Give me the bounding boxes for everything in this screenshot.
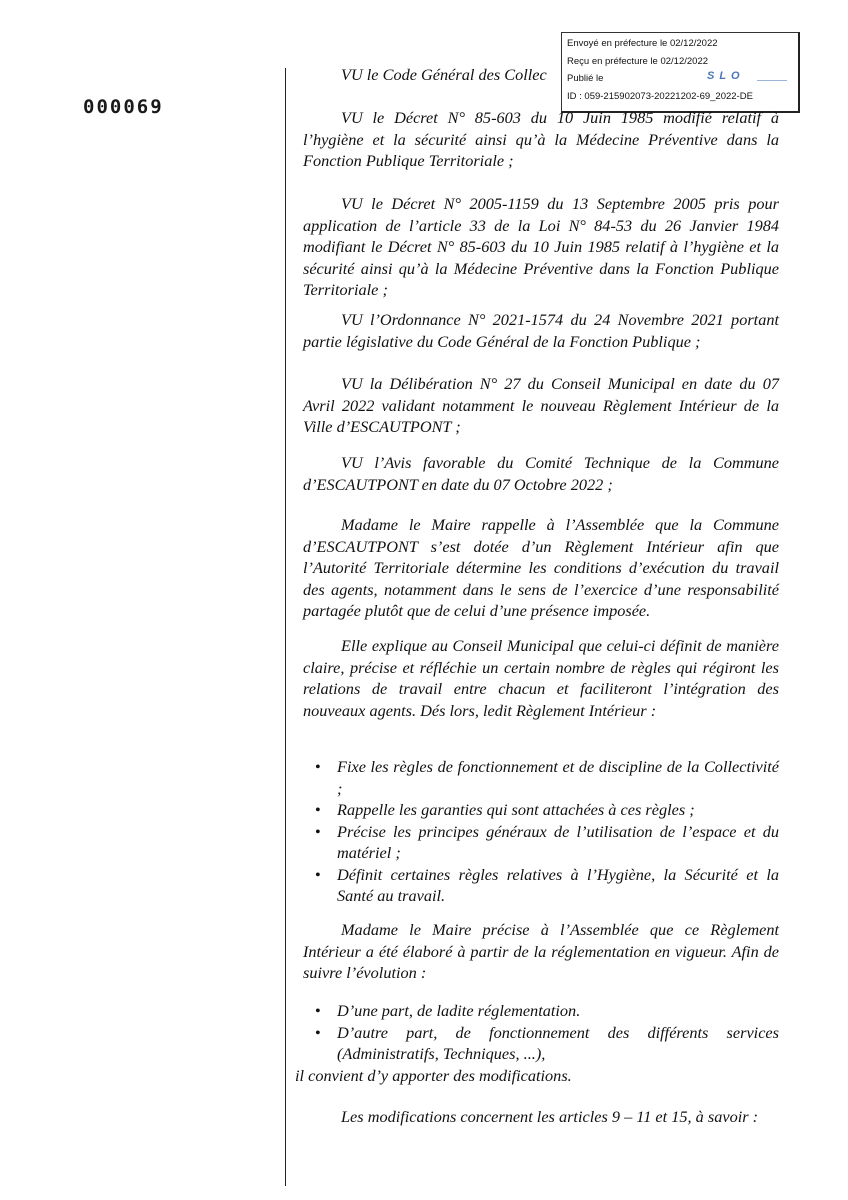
list-item: • Rappelle les garanties qui sont attachées à ces règles ; bbox=[303, 799, 779, 821]
stamp-sent: Envoyé en préfecture le 02/12/2022 bbox=[567, 38, 718, 49]
logo-swoosh bbox=[757, 80, 787, 81]
paragraph-vu-code: VU le Code Général des Collec bbox=[341, 65, 547, 84]
paragraph-maire-rappelle: Madame le Maire rappelle à l’Assemblée que la Commune d’ESCAUTPONT s’est dotée d’un Règlement Intérieur afin que l’Autorité Territoriale détermine les conditions d’exécution du travail des agents, notamment dans le sens de l’exercice d’une responsabilité partagée plutôt que de celui d’une présence imposée. bbox=[303, 515, 779, 620]
prefecture-stamp bbox=[561, 32, 800, 113]
list-item: • Définit certaines règles relatives à l’Hygiène, la Sécurité et la Santé au travail. bbox=[303, 864, 779, 907]
margin-line bbox=[285, 68, 286, 1186]
paragraph-vu-deliberation: VU la Délibération N° 27 du Conseil Municipal en date du 07 Avril 2022 validant notamment le nouveau Règlement Intérieur de la Ville d’ESCAUTPONT ; bbox=[303, 374, 779, 436]
reglement-bullet-list bbox=[303, 756, 779, 907]
slo-logo: S L O bbox=[707, 70, 741, 82]
paragraph-vu-decret-2005: VU le Décret N° 2005-1159 du 13 Septembre 2005 pris pour application de l’article 33 de la Loi N° 84-53 du 26 Janvier 1984 modifiant le Décret N° 85-603 du 10 Juin 1985 relatif à l’hygiène et la sécurité ainsi qu’à la Médecine Préventive dans la Fonction Publique Territoriale ; bbox=[303, 194, 779, 299]
paragraph-elle-explique: Elle explique au Conseil Municipal que celui-ci définit de manière claire, précise et réfléchie un certain nombre de règles qui régiront les relations de travail entre chacun et faciliteront l’intégration des nouveaux agents. Dés lors, ledit Règlement Intérieur : bbox=[303, 636, 779, 720]
list-item: • Fixe les règles de fonctionnement et de discipline de la Collectivité ; bbox=[303, 756, 779, 799]
stamp-received: Reçu en préfecture le 02/12/2022 bbox=[567, 56, 709, 67]
list-item: • D’une part, de ladite réglementation. bbox=[303, 1000, 779, 1022]
paragraph-modifications: Les modifications concernent les articles 9 – 11 et 15, à savoir : bbox=[341, 1107, 759, 1126]
stamp-published: Publié le bbox=[567, 73, 604, 84]
paragraph-vu-ordonnance: VU l’Ordonnance N° 2021-1574 du 24 Novembre 2021 portant partie législative du Code Général de la Fonction Publique ; bbox=[303, 310, 779, 351]
list-item: • Précise les principes généraux de l’utilisation de l’espace et du matériel ; bbox=[303, 821, 779, 864]
evolution-bullet-list bbox=[303, 1000, 779, 1065]
paragraph-maire-precise: Madame le Maire précise à l’Assemblée que ce Règlement Intérieur a été élaboré à partir de la réglementation en vigueur. Afin de suivre l’évolution : bbox=[303, 920, 779, 982]
list-item: • D’autre part, de fonctionnement des différents services (Administratifs, Techniques, ...), bbox=[303, 1022, 779, 1065]
paragraph-vu-avis: VU l’Avis favorable du Comité Technique de la Commune d’ESCAUTPONT en date du 07 Octobre 2022 ; bbox=[303, 453, 779, 494]
paragraph-conclusion: il convient d’y apporter des modifications. bbox=[295, 1066, 572, 1085]
page-number: 000069 bbox=[83, 96, 164, 118]
stamp-id: ID : 059-215902073-20221202-69_2022-DE bbox=[567, 91, 753, 102]
paragraph-vu-decret-1985: VU le Décret N° 85-603 du 10 Juin 1985 modifié relatif à l’hygiène et la sécurité ainsi qu’à la Médecine Préventive dans la Fonction Publique Territoriale ; bbox=[303, 108, 779, 170]
